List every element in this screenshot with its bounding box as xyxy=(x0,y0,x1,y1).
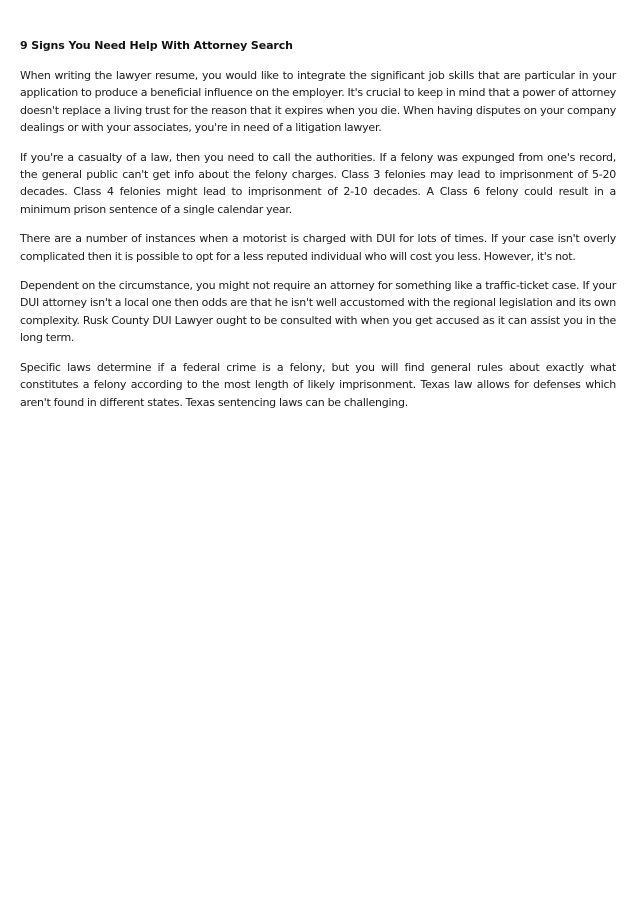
paragraph-2: If you're a casualty of a law, then you need to call the authorities. If a felony was expunged from one's record, the general public can't get info about the felony charges. Class 3 felonies may lead to imprisonment of 5-20 decades. Class 4 felonies might lead to imprisonment of 2-10 decades. A Class 6 felony could result in a minimum prison sentence of a single calendar year. xyxy=(20,150,616,216)
page-title: 9 Signs You Need Help With Attorney Search xyxy=(20,39,293,52)
paragraph-5: Specific laws determine if a federal crime is a felony, but you will find general rules about exactly what constitutes a felony according to the most length of likely imprisonment. Texas law allows for defenses which aren't found in different states. Texas sentencing laws can be challenging. xyxy=(20,360,616,409)
paragraph-3: There are a number of instances when a motorist is charged with DUI for lots of times. If your case isn't overly complicated then it is possible to opt for a less reputed individual who will cost you less. However, it's not. xyxy=(20,232,616,263)
paragraph-1: When writing the lawyer resume, you would like to integrate the significant job skills that are particular in your application to produce a beneficial influence on the employer. It's crucial to keep in mind that a power of attorney doesn't replace a living trust for the reason that it expires when you die. When having disputes on your company dealings or with your associates, you're in need of a litigation lawyer. xyxy=(20,69,616,135)
document-page xyxy=(20,37,616,423)
paragraph-4: Dependent on the circumstance, you might not require an attorney for something like a traffic-ticket case. If your DUI attorney isn't a local one then odds are that he isn't well accustomed with the regional legislation and its own complexity. Rusk County DUI Lawyer ought to be consulted with when you get accused as it can assist you in the long term. xyxy=(20,279,616,345)
